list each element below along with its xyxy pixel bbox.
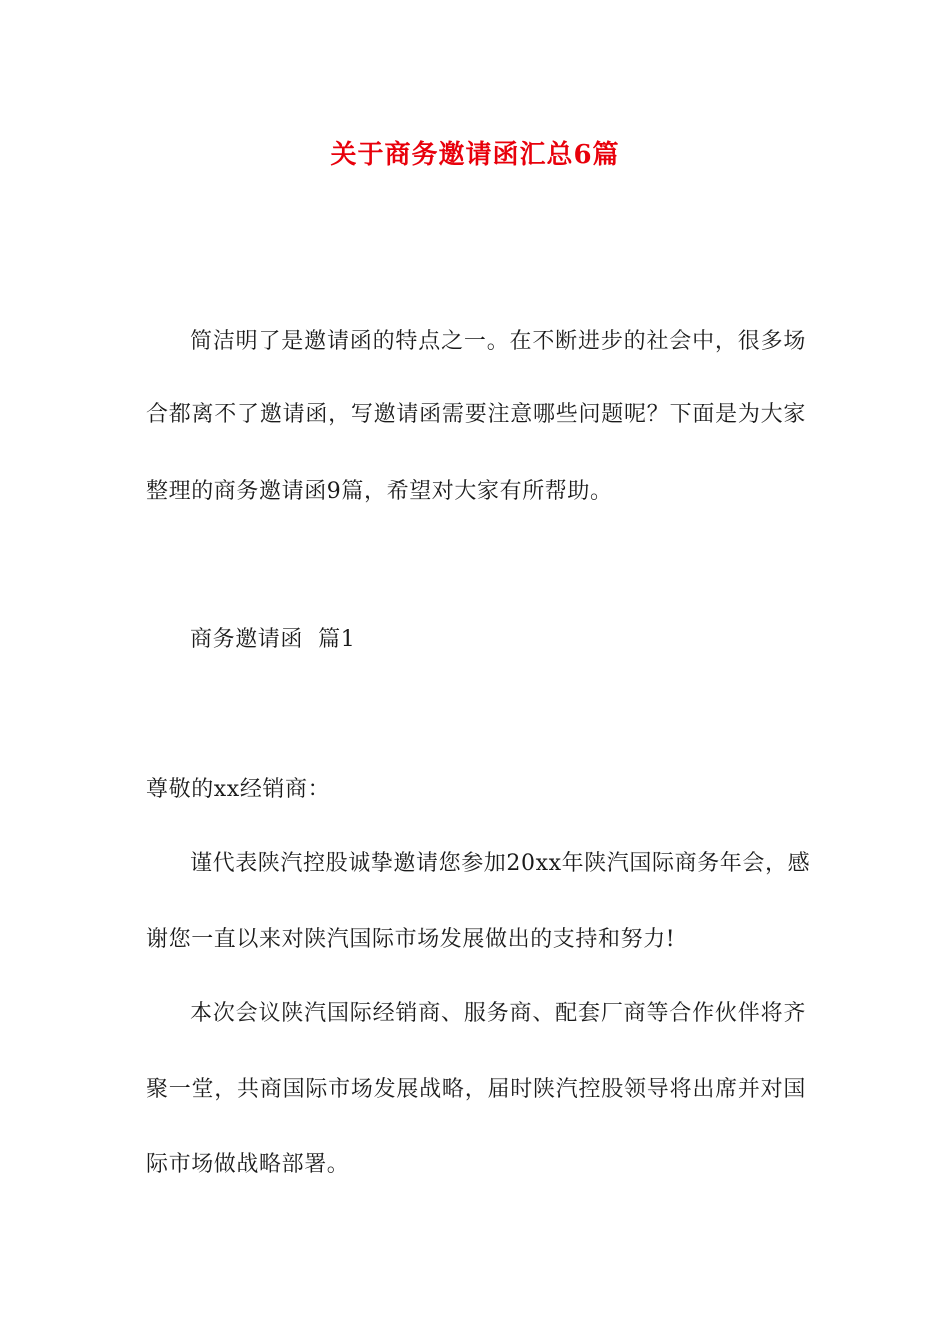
document-title: 关于商务邀请函汇总6篇	[330, 140, 620, 170]
salutation: 尊敬的xx经销商：	[146, 777, 331, 802]
section-heading: 商务邀请函 篇1	[190, 627, 356, 652]
paragraph2-line-1: 本次会议陕汽国际经销商、服务商、配套厂商等合作伙伴将齐	[190, 1001, 806, 1026]
paragraph1-line-2: 谢您一直以来对陕汽国际市场发展做出的支持和努力!	[146, 927, 676, 952]
intro-line-2: 合都离不了邀请函，写邀请函需要注意哪些问题呢？下面是为大家	[146, 402, 806, 427]
intro-line-3: 整理的商务邀请函9篇，希望对大家有所帮助。	[146, 479, 613, 504]
paragraph1-line-1: 谨代表陕汽控股诚挚邀请您参加20xx年陕汽国际商务年会，感	[190, 851, 811, 876]
intro-line-1: 简洁明了是邀请函的特点之一。在不断进步的社会中，很多场	[190, 329, 806, 354]
paragraph2-line-3: 际市场做战略部署。	[146, 1152, 350, 1177]
paragraph2-line-2: 聚一堂，共商国际市场发展战略，届时陕汽控股领导将出席并对国	[146, 1077, 806, 1102]
